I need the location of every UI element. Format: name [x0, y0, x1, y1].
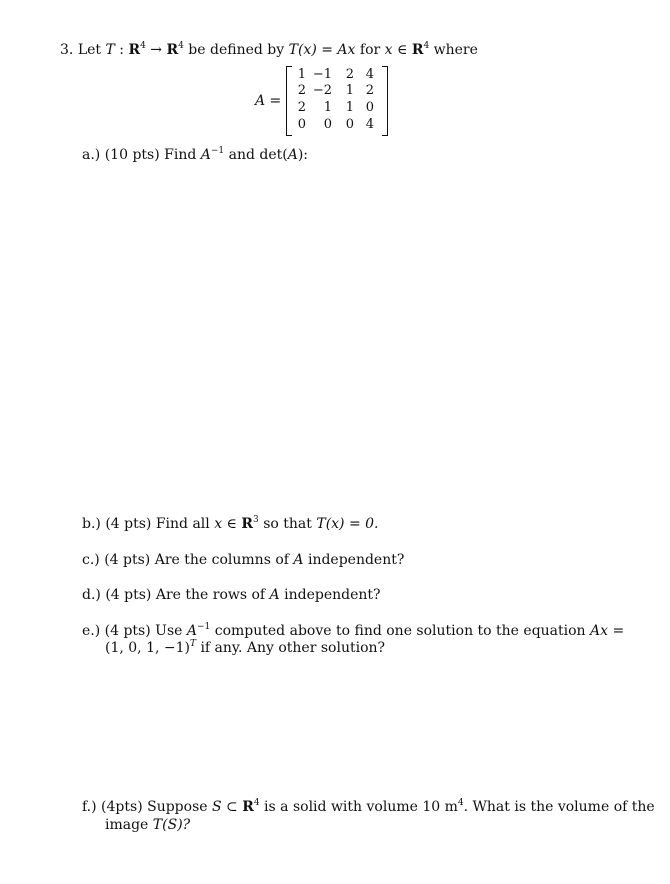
matrix-cell: 1 — [297, 67, 306, 82]
matrix-cell: 2 — [345, 67, 354, 82]
part-e-exp: −1 — [197, 622, 211, 632]
part-b-text: so that — [258, 516, 317, 532]
intro-Tx: T — [288, 42, 298, 58]
matrix-cell: 4 — [365, 67, 374, 82]
part-e-text: (1, 0, 1, −1) — [105, 640, 190, 656]
matrix-cell: 0 — [365, 100, 374, 115]
intro-in: ∈ — [392, 42, 412, 58]
part-f-text: is a solid with volume 10 m — [259, 799, 458, 815]
part-c-text: independent? — [303, 552, 405, 568]
matrix-cell: 0 — [297, 117, 306, 132]
intro-map: : — [114, 42, 129, 58]
part-e-exp: T — [189, 639, 196, 649]
part-f-text: (S)? — [162, 817, 191, 833]
part-f-math: R — [242, 799, 254, 815]
part-f-exp: 4 — [457, 798, 464, 808]
intro-x: x — [384, 42, 393, 58]
part-f-text: . What is the volume of the — [463, 799, 655, 815]
matrix-cell: 1 — [323, 100, 332, 115]
part-f-math: T — [152, 817, 163, 833]
part-b-exp: 3 — [253, 515, 259, 525]
part-b-math: R — [241, 516, 254, 532]
part-e-line2 — [105, 639, 385, 657]
part-e-math: Ax — [590, 623, 609, 639]
part-c-label: c.) — [82, 552, 100, 568]
intro-exp3: 4 — [423, 41, 430, 51]
matrix-cell: 2 — [297, 83, 306, 98]
part-a-math: A — [287, 147, 298, 163]
part-e-text: computed above to find one solution to the equation — [210, 623, 591, 639]
part-d-label: d.) — [82, 587, 101, 603]
intro-R2: R — [166, 42, 179, 58]
matrix-cell: 1 — [345, 100, 354, 115]
matrix-cell: −2 — [312, 83, 332, 98]
part-a-text: and det( — [224, 147, 288, 163]
matrix-cell: 1 — [345, 83, 354, 98]
part-f-text: image — [105, 817, 153, 833]
part-a-text: ): — [297, 147, 309, 163]
matrix-cell: 0 — [345, 117, 354, 132]
intro-paren: (x) = Ax — [297, 42, 356, 58]
part-f-exp: 4 — [253, 798, 260, 808]
part-e-text: if any. Any other solution? — [196, 640, 386, 656]
intro-exp2: 4 — [178, 41, 184, 51]
intro-T: T — [105, 42, 115, 58]
intro-let: Let — [77, 42, 102, 58]
part-b-text: ∈ — [222, 516, 242, 532]
part-e-label: e.) — [82, 623, 101, 639]
part-b-label: b.) — [82, 516, 101, 532]
intro-arrow: → — [145, 42, 167, 58]
part-f-text: ⊂ — [221, 799, 243, 815]
part-a-text: (10 pts) Find — [100, 147, 201, 163]
part-c-text: (4 pts) Are the columns of — [99, 552, 294, 568]
part-f-text: (4pts) Suppose — [96, 799, 212, 815]
part-b-math: x — [214, 516, 223, 532]
problem-number: 3. — [60, 42, 74, 58]
intro-R: R — [128, 42, 141, 58]
part-c — [82, 551, 404, 569]
part-b-text: (4 pts) Find all — [100, 516, 215, 532]
part-e-math: A — [186, 623, 198, 639]
matrix-cell: 4 — [365, 117, 374, 132]
part-d-math: A — [269, 587, 280, 603]
part-d — [82, 586, 381, 604]
matrix-cell: 0 — [323, 117, 332, 132]
intro-exp: 4 — [140, 41, 146, 51]
matrix-bracket-right — [382, 66, 388, 136]
part-e-text: = — [608, 623, 625, 639]
part-e-text: (4 pts) Use — [100, 623, 187, 639]
intro-where: where — [429, 42, 478, 58]
matrix-label: A = — [255, 93, 282, 109]
intro-R3: R — [411, 42, 424, 58]
matrix — [286, 66, 388, 134]
part-c-math: A — [293, 552, 304, 568]
part-d-text: independent? — [279, 587, 381, 603]
part-a-exp: −1 — [210, 146, 225, 156]
part-f-label: f.) — [82, 799, 97, 815]
matrix-cell: 2 — [297, 100, 306, 115]
part-f-line2 — [105, 816, 190, 834]
part-a-math: A — [200, 147, 211, 163]
part-b — [82, 515, 379, 533]
intro-defined: be defined by — [183, 42, 289, 58]
part-e — [82, 622, 624, 640]
part-a — [82, 146, 308, 164]
intro-for: for — [355, 42, 385, 58]
part-f-math: S — [212, 799, 222, 815]
matrix-cell: 2 — [365, 83, 374, 98]
part-a-label: a.) — [82, 147, 101, 163]
part-b-text: (x) = 0. — [325, 516, 379, 532]
part-d-text: (4 pts) Are the rows of — [100, 587, 270, 603]
part-f — [82, 798, 655, 816]
matrix-cell: −1 — [312, 67, 332, 82]
part-b-math: T — [316, 516, 326, 532]
problem-statement — [60, 41, 478, 59]
